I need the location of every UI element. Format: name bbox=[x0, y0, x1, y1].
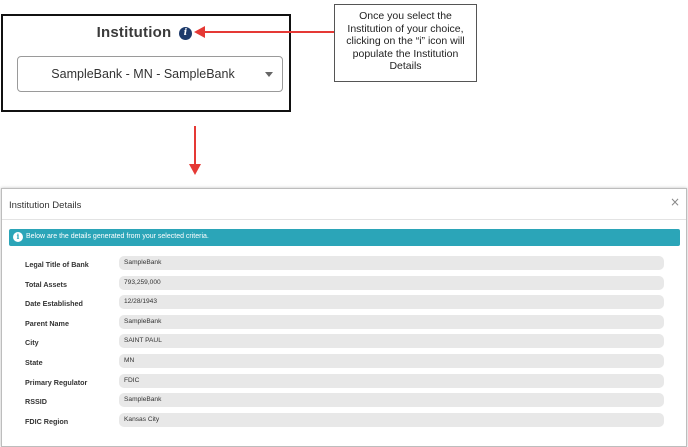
detail-value: SampleBank bbox=[119, 315, 664, 329]
detail-row bbox=[2, 374, 686, 394]
detail-value: 12/28/1943 bbox=[119, 295, 664, 309]
info-banner bbox=[9, 229, 680, 246]
chevron-down-icon bbox=[265, 72, 273, 77]
modal-header bbox=[2, 189, 686, 220]
detail-label: Total Assets bbox=[25, 279, 67, 289]
detail-row bbox=[2, 256, 686, 276]
detail-row bbox=[2, 413, 686, 433]
detail-row bbox=[2, 354, 686, 374]
close-icon[interactable]: × bbox=[669, 195, 680, 209]
institution-select-value: SampleBank - MN - SampleBank bbox=[51, 67, 235, 81]
detail-label: City bbox=[25, 338, 39, 348]
detail-row bbox=[2, 334, 686, 354]
detail-label: RSSID bbox=[25, 397, 47, 407]
detail-row bbox=[2, 393, 686, 413]
detail-value: Kansas City bbox=[119, 413, 664, 427]
detail-label: Legal Title of Bank bbox=[25, 260, 89, 269]
detail-row bbox=[2, 315, 686, 335]
callout-box bbox=[334, 4, 477, 82]
callout-arrow bbox=[194, 25, 336, 39]
detail-row bbox=[2, 276, 686, 296]
detail-label: Date Established bbox=[25, 299, 83, 309]
detail-row bbox=[2, 295, 686, 315]
institution-title-text: Institution bbox=[96, 24, 172, 41]
institution-select[interactable] bbox=[17, 56, 283, 92]
callout-text: Once you select the Institution of your choice, clicking on the “i” icon will populate the Institution Details bbox=[346, 10, 465, 72]
info-icon: i bbox=[13, 232, 23, 242]
down-arrow bbox=[189, 126, 201, 176]
detail-value: SAINT PAUL bbox=[119, 334, 664, 348]
modal-title: Institution Details bbox=[9, 200, 82, 211]
institution-details-modal bbox=[1, 188, 687, 447]
detail-label: State bbox=[25, 357, 43, 367]
details-list bbox=[2, 256, 686, 432]
banner-text: Below are the details generated from your selected criteria. bbox=[26, 233, 209, 240]
detail-label: Primary Regulator bbox=[25, 377, 88, 387]
detail-value: FDIC bbox=[119, 374, 664, 388]
detail-label: Parent Name bbox=[25, 318, 69, 328]
detail-value: SampleBank bbox=[119, 393, 664, 407]
detail-label: FDIC Region bbox=[25, 416, 69, 426]
detail-value: MN bbox=[119, 354, 664, 368]
info-icon[interactable]: i bbox=[179, 27, 192, 40]
detail-value: SampleBank bbox=[119, 256, 664, 270]
detail-value: 793,259,000 bbox=[119, 276, 664, 290]
